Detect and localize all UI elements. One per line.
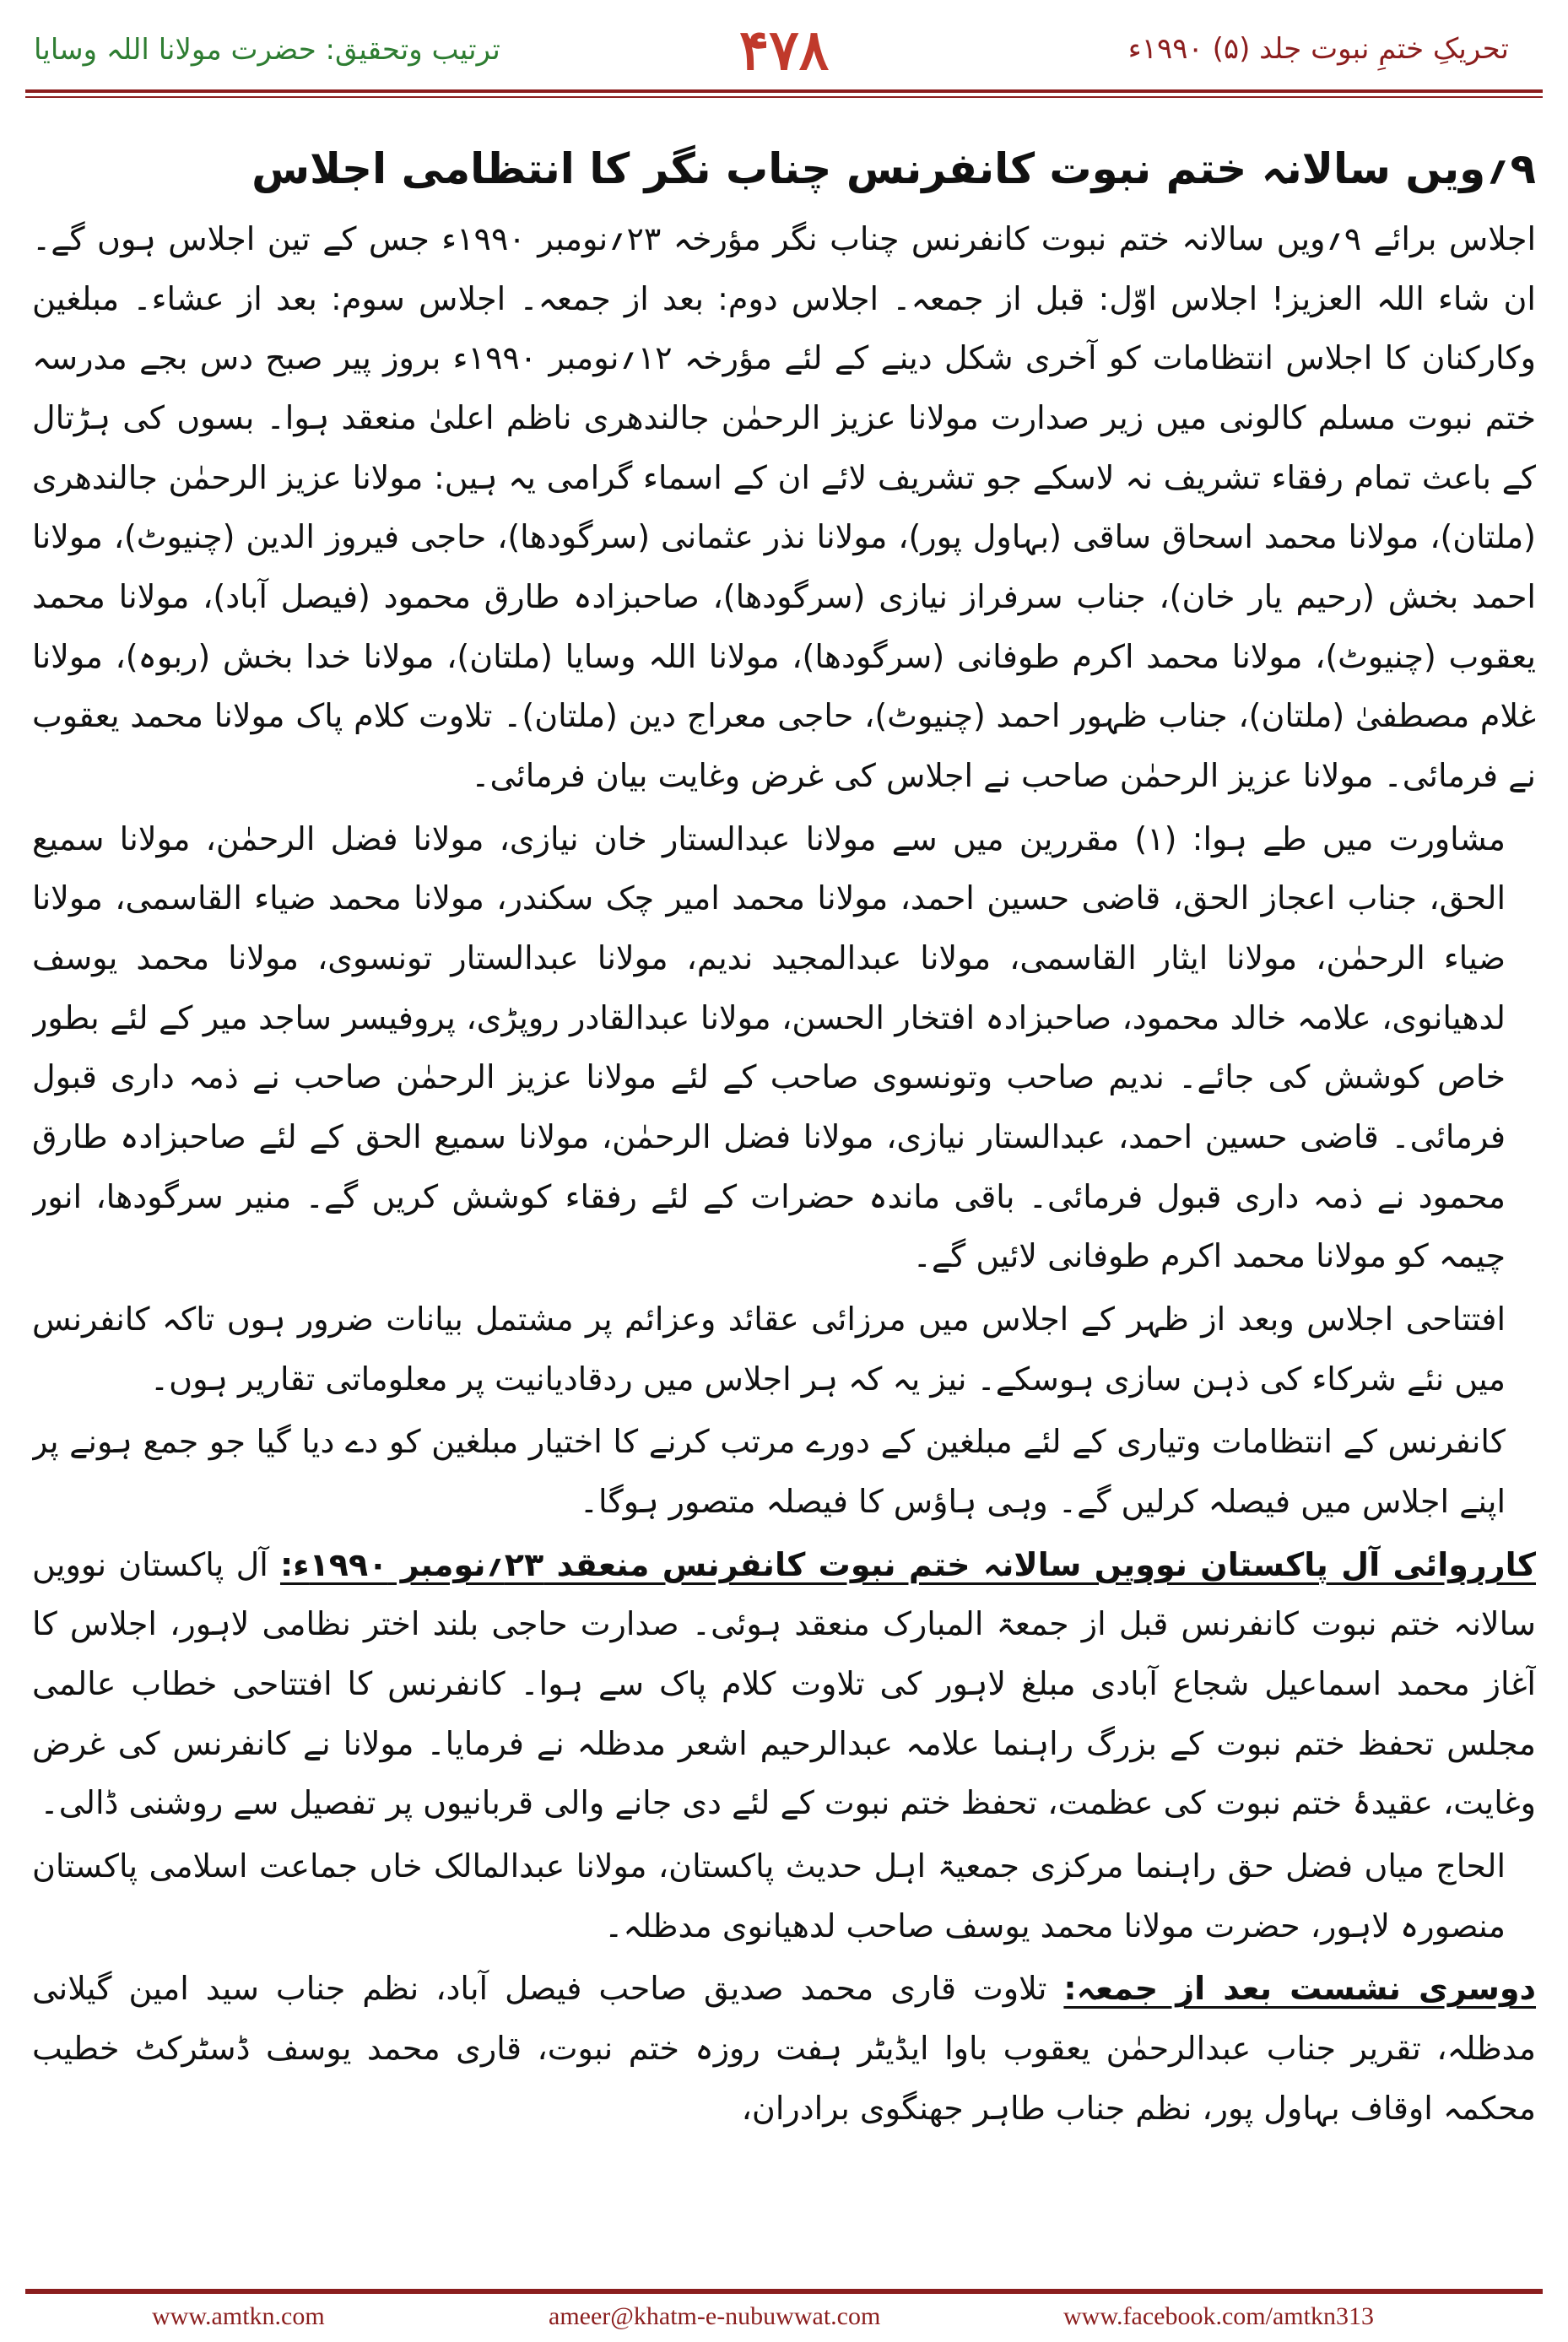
compiler-credit: ترتیب وتحقیق: حضرت مولانا اللہ وسایا [34, 33, 500, 67]
section-heading: ۹؍ویں سالانہ ختم نبوت کانفرنس چناب نگر کا انتظامی اجلاس [251, 144, 1536, 193]
facebook-link[interactable]: www.facebook.com/amtkn313 [1063, 2302, 1374, 2330]
page-number: ۴۷۸ [738, 17, 830, 83]
header-rule-thin [25, 96, 1543, 98]
email-link[interactable]: ameer@khatm-e-nubuwwat.com [549, 2302, 881, 2330]
book-title: تحریکِ ختمِ نبوت جلد (۵) ۱۹۹۰ء [1127, 32, 1509, 66]
second-session-heading: دوسری نشست بعد از جمعہ: [1063, 1970, 1536, 2008]
page-header [25, 0, 1543, 108]
paragraph: اجلاس برائے ۹؍ویں سالانہ ختم نبوت کانفرنس چناب نگر مؤرخہ ۲۳؍نومبر ۱۹۹۰ء جس کے تین اجلاس ہوں گے۔ ان شاء اللہ العزیز! اجلاس اوّل: قبل از جمعہ۔ اجلاس دوم: بعد از جمعہ۔ اجلاس سوم: بعد از عشاء۔ مبلغین وکارکنان کا اجلاس انتظامات کو آخری شکل دینے کے لئے مؤرخہ ۱۲؍نومبر ۱۹۹۰ء بروز پیر صبح دس بجے مدرسہ ختم نبوت مسلم کالونی میں زیر صدارت مولانا عزیز الرحمٰن جالندھری ناظم اعلیٰ منعقد ہوا۔ بسوں کی ہڑتال کے باعث تمام رفقاء تشریف نہ لاسکے جو تشریف لائے ان کے اسماء گرامی یہ ہیں: مولانا عزیز الرحمٰن جالندھری (ملتان)، مولانا محمد اسحاق ساقی (بہاول پور)، مولانا نذر عثمانی (سرگودھا)، حاجی فیروز الدین (چنیوٹ)، مولانا احمد بخش (رحیم یار خان)، جناب سرفراز نیازی (سرگودھا)، صاحبزادہ طارق محمود (فیصل آباد)، مولانا محمد یعقوب (چنیوٹ)، مولانا محمد اکرم طوفانی (سرگودھا)، مولانا اللہ وسایا (ملتان)، مولانا خدا بخش (ربوہ)، مولانا غلام مصطفیٰ (ملتان)، جناب ظہور احمد (چنیوٹ)، حاجی معراج دین (ملتان)۔ تلاوت کلام پاک مولانا محمد یعقوب نے فرمائی۔ مولانا عزیز الرحمٰن صاحب نے اجلاس کی غرض وغایت بیان فرمائی۔ [32, 220, 1536, 795]
paragraph: افتتاحی اجلاس وبعد از ظہر کے اجلاس میں مرزائی عقائد وعزائم پر مشتمل بیانات ضرور ہوں تاکہ کانفرنس میں نئے شرکاء کی ذہن سازی ہوسکے۔ نیز یہ کہ ہر اجلاس میں ردقادیانیت پر معلوماتی تقاریر ہوں۔ [32, 1301, 1506, 1398]
page-footer [0, 2289, 1568, 2342]
footer-rule [25, 2289, 1543, 2294]
proceedings-text: آل پاکستان نوویں سالانہ ختم نبوت کانفرنس قبل از جمعۃ المبارک منعقد ہوئی۔ صدارت حاجی بلند اختر نظامی لاہور، اجلاس کا آغاز محمد اسماعیل شجاع آبادی مبلغ لاہور کی تلاوت کلام پاک سے ہوا۔ کانفرنس کا افتتاحی خطاب عالمی مجلس تحفظ ختم نبوت کے بزرگ راہنما علامہ عبدالرحیم اشعر مدظلہ نے فرمایا۔ مولانا نے کانفرنس کی غرض وغایت، عقیدۂ ختم نبوت کی عظمت، تحفظ ختم نبوت کے لئے دی جانے والی قربانیوں پر تفصیل سے روشنی ڈالی۔ [32, 1545, 1536, 1822]
paragraph: مشاورت میں طے ہوا: (۱) مقررین میں سے مولانا عبدالستار خان نیازی، مولانا فضل الرحمٰن، مولانا سمیع الحق، جناب اعجاز الحق، قاضی حسین احمد، مولانا محمد امیر چک سکندر، مولانا محمد ضیاء القاسمی، مولانا ضیاء الرحمٰن، مولانا ایثار القاسمی، مولانا عبدالمجید ندیم، مولانا عبدالستار تونسوی، مولانا محمد یوسف لدھیانوی، علامہ خالد محمود، صاحبزادہ افتخار الحسن، مولانا عبدالقادر روپڑی، پروفیسر ساجد میر کے لئے بطور خاص کوشش کی جائے۔ ندیم صاحب وتونسوی صاحب کے لئے مولانا عزیز الرحمٰن صاحب نے ذمہ داری قبول فرمائی۔ قاضی حسین احمد، عبدالستار نیازی، مولانا فضل الرحمٰن، مولانا سمیع الحق کے لئے صاحبزادہ طارق محمود نے ذمہ داری قبول فرمائی۔ باقی ماندہ حضرات کے لئے رفقاء کوشش کریں گے۔ منیر سرگودھا، انور چیمہ کو مولانا محمد اکرم طوفانی لائیں گے۔ [32, 819, 1506, 1275]
proceedings-paragraph [32, 1535, 1536, 1833]
paragraph: کانفرنس کے انتظامات وتیاری کے لئے مبلغین کے دورے مرتب کرنے کا اختیار مبلغین کو دے دیا گیا جو جمع ہونے پر اپنے اجلاس میں فیصلہ کرلیں گے۔ وہی ہاؤس کا فیصلہ متصور ہوگا۔ [32, 1423, 1506, 1521]
paragraph: الحاج میاں فضل حق راہنما مرکزی جمعیۃ اہل حدیث پاکستان، مولانا عبدالمالک خاں جماعت اسلامی پاکستان منصورہ لاہور، حضرت مولانا محمد یوسف صاحب لدھیانوی مدظلہ۔ [32, 1847, 1506, 1944]
website-link[interactable]: www.amtkn.com [152, 2302, 325, 2330]
page-body [32, 135, 1536, 2228]
second-session-paragraph [32, 1959, 1536, 2138]
footer-links [0, 2302, 1568, 2336]
proceedings-heading: کارروائی آل پاکستان نوویں سالانہ ختم نبوت کانفرنس منعقد ۲۳؍نومبر ۱۹۹۰ء: [279, 1545, 1536, 1583]
second-session-text: تلاوت قاری محمد صدیق صاحب فیصل آباد، نظم جناب سید امین گیلانی مدظلہ، تقریر جناب عبدالرحمٰن یعقوب باوا ایڈیٹر ہفت روزہ ختم نبوت، قاری محمد یوسف ڈسٹرکٹ خطیب محکمہ اوقاف بہاول پور، نظم جناب طاہر جھنگوی برادران، [32, 1970, 1536, 2127]
header-rule [25, 89, 1543, 93]
